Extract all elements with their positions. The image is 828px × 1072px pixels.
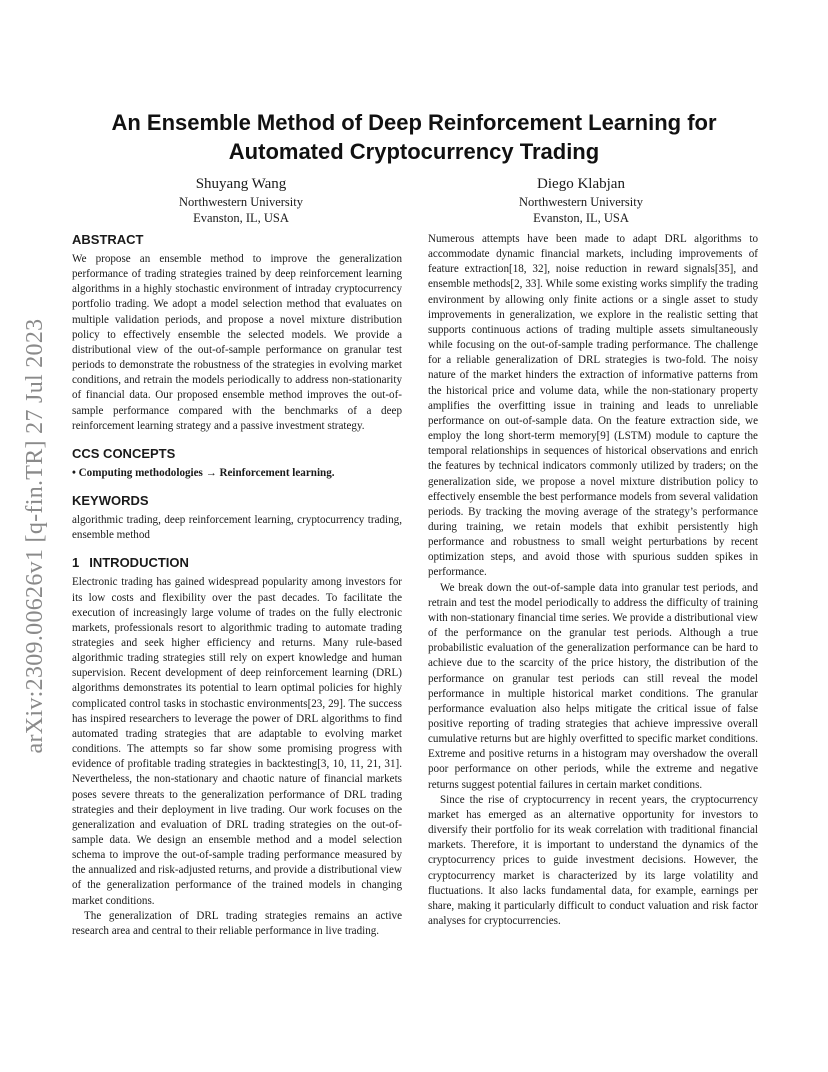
section-number: 1 <box>72 555 80 571</box>
right-column <box>428 232 758 929</box>
title-line-2: Automated Cryptocurrency Trading <box>228 139 600 164</box>
intro-heading <box>72 555 402 571</box>
section-title: INTRODUCTION <box>89 555 189 571</box>
title-line-1: An Ensemble Method of Deep Reinforcement Learning for <box>111 110 717 135</box>
author-name: Diego Klabjan <box>537 176 625 192</box>
author-affiliation: Northwestern University <box>519 195 643 209</box>
keywords-text: algorithmic trading, deep reinforcement learning, cryptocurrency trading, ensemble method <box>72 514 402 542</box>
arxiv-identifier: arXiv:2309.00626v1 [q-fin.TR] 27 Jul 2023 <box>22 318 48 754</box>
author-block-1 <box>116 174 366 226</box>
intro-paragraph-3: Numerous attempts have been made to adapt DRL algorithms to accommodate dynamic financial markets, including improvements of feature extraction[18, 32], noise reduction in reward signals[35], and ensemble methods[2, 33]. While some existing works simplify the trading environment by allowing only finite actions or a single asset to study improvements in generalization, we explore in the realistic setting that supports continuous actions of trading multiple assets simultaneously while focusing on the out-of-sample trading performance. The challenge for a reliable generalization of DRL strategies is two-fold. The noisy nature of the market hinders the extraction of informative patterns from the historical price and volume data, while the non-stationary property amplifies the overfitting issue in training and leads to unreliable performance on out-of-sample data. On the feature extraction side, we employ the long short-term memory[9] (LSTM) module to capture the temporal relationships in sequences of historical observations and enrich the features by technical indicators commonly utilized by traders; on the generalization side, we propose a novel mixture distribution policy to effectively ensemble the best performance models from several validation periods. By tracking the moving average of the strategy’s performance during training, we retain models that exhibit persistently high performance and robustness to small weight perturbations by recent optimization steps, and avoid those with spurious sudden spikes in performance. <box>428 233 758 579</box>
author-name: Shuyang Wang <box>195 176 287 192</box>
keywords-heading: KEYWORDS <box>72 493 149 509</box>
intro-paragraph-5: Since the rise of cryptocurrency in recent years, the cryptocurrency market has emerged as an alternative opportunity for investors to diversify their portfolio for its weak correlation with traditional financial markets. Therefore, it is important to understand the dynamics of the cryptocurrency prices to guide investment decisions. However, the cryptocurrency market is characterized by its large volatility and fluctuations. It also lacks fundamental data, for example, earnings per share, making it particularly difficult to conduct valuation and risk factor analyses for cryptocurrencies. <box>428 793 758 928</box>
abstract-heading: ABSTRACT <box>72 232 144 247</box>
ccs-heading: CCS CONCEPTS <box>72 445 176 461</box>
author-block-2 <box>456 174 706 226</box>
author-location: Evanston, IL, USA <box>533 211 629 225</box>
author-affiliation: Northwestern University <box>179 195 303 209</box>
ccs-text: • Computing methodologies → Reinforcement learning. <box>72 466 335 479</box>
left-column <box>72 232 402 939</box>
abstract-text: We propose an ensemble method to improve the generalization performance of trading strategies trained by deep reinforcement learning algorithms in a highly stochastic environment of intraday cryptocurrency portfolio trading. We adopt a model selection method that evaluates on multiple validation periods, and propose a novel mixture distribution policy to effectively ensemble the selected models. We provide a distributional view of the out-of-sample performance on granular test periods to demonstrate the robustness of the strategies in evolving market conditions, and retrain the models periodically to address non-stationarity of financial data. Our proposed ensemble method improves the out-of-sample performance compared with the benchmarks of a deep reinforcement learning strategy and a passive investment strategy. <box>72 253 402 432</box>
intro-paragraph-1: Electronic trading has gained widespread popularity among investors for its low costs and flexibility over the past decades. To facilitate the execution of increasingly large volume of trades on the fully electronic markets, professionals resort to algorithmic trading to automate trading strategies and seek higher efficiency and returns. Many rule-based algorithmic trading strategies still rely on expert knowledge and human supervision. Recent development of deep reinforcement learning (DRL) algorithms demonstrates its potential to learn optimal policies for highly complicated control tasks in stochastic environments[23, 29]. The success has inspired researchers to leverage the power of DRL algorithms to find automated trading strategies that are adaptable to evolving market conditions. The attempts so far show some promising progress with evidence of profitable trading strategies in backtesting[3, 10, 11, 21, 31]. Nevertheless, the non-stationary and chaotic nature of financial markets poses severe threats to the generalization performance of DRL trading strategies and their deployment in live trading. Our work focuses on the generalization and evaluation of DRL trading strategies on the out-of-sample data. We design an ensemble method and a model selection schema to improve the out-of-sample trading performance measured by the annualized and risk-adjusted returns, and provide a distributional view of the generalization performance of the trained models in changing market conditions. <box>72 576 402 907</box>
author-location: Evanston, IL, USA <box>193 211 289 225</box>
intro-paragraph-4: We break down the out-of-sample data into granular test periods, and retrain and test the model periodically to address the difficulty of training with non-stationary financial time series. We provide a distributional view of the performance on the granular test periods. Although a true probabilistic evaluation of the generalization performance can be hard to achieve due to the scarcity of the price history, the distribution of the performance on granular test periods can still reveal the model performance in multiple historical market conditions. The granular performance evaluation also helps mitigate the critical issue of false positive reporting of trading strategies that achieve impressive overall cumulative returns but are highly overfitted to specific market conditions. Extreme and positive returns in a histogram may overshadow the overall poor performance on other periods, while the extreme and negative returns suggest potential failures in certain market conditions. <box>428 581 758 791</box>
intro-paragraph-2: The generalization of DRL trading strategies remains an active research area and central to their reliable performance in live trading. <box>72 909 402 937</box>
paper-title <box>80 108 748 166</box>
